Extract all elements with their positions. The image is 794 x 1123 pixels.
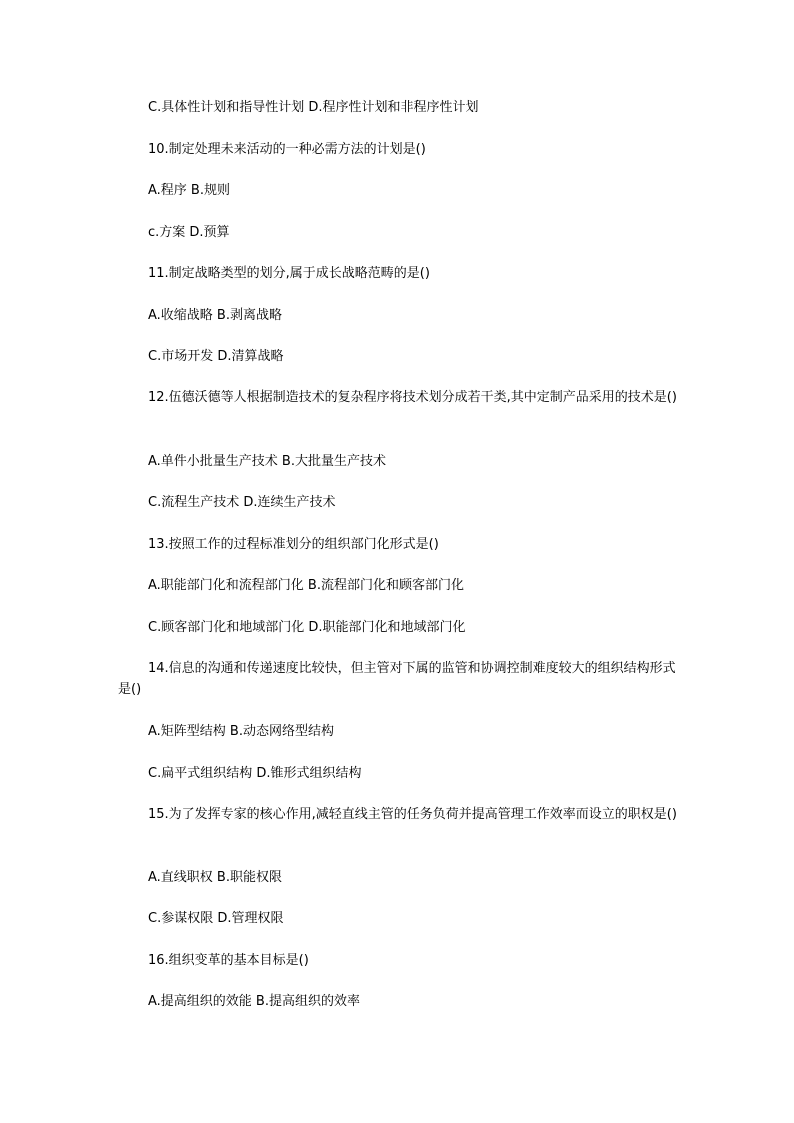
question-11: 11.制定战略类型的划分,属于成长战略范畴的是() (148, 266, 430, 281)
answer-option-line: A.收缩战略 B.剥离战略 (148, 308, 282, 323)
question-15: 15.为了发挥专家的核心作用,减轻直线主管的任务负荷并提高管理工作效率而设立的职权是() (148, 807, 677, 822)
answer-option-line: C.参谋权限 D.管理权限 (148, 911, 284, 926)
answer-option-line: A.提高组织的效能 B.提高组织的效率 (148, 994, 360, 1009)
answer-option-line: C.扁平式组织结构 D.锥形式组织结构 (148, 766, 362, 781)
answer-option-line: C.市场开发 D.清算战略 (148, 349, 284, 364)
answer-option-line: C.具体性计划和指导性计划 D.程序性计划和非程序性计划 (148, 100, 479, 115)
answer-option-line: C.顾客部门化和地域部门化 D.职能部门化和地域部门化 (148, 620, 466, 635)
question-10: 10.制定处理未来活动的一种必需方法的计划是() (148, 142, 426, 157)
question-12: 12.伍德沃德等人根据制造技术的复杂程序将技术划分成若干类,其中定制产品采用的技术是() (148, 390, 677, 405)
answer-option-line: A.单件小批量生产技术 B.大批量生产技术 (148, 454, 386, 469)
answer-option-line: A.矩阵型结构 B.动态网络型结构 (148, 724, 334, 739)
question-14: 14.信息的沟通和传递速度比较快，但主管对下属的监管和协调控制难度较大的组织结构形式是() (118, 661, 676, 697)
answer-option-line: A.直线职权 B.职能权限 (148, 870, 282, 885)
question-16: 16.组织变革的基本目标是() (148, 953, 309, 968)
answer-option-line: c.方案 D.预算 (148, 225, 230, 240)
question-13: 13.按照工作的过程标准划分的组织部门化形式是() (148, 537, 439, 552)
answer-option-line: A.职能部门化和流程部门化 B.流程部门化和顾客部门化 (148, 578, 464, 593)
answer-option-line: A.程序 B.规则 (148, 183, 230, 198)
answer-option-line: C.流程生产技术 D.连续生产技术 (148, 495, 336, 510)
